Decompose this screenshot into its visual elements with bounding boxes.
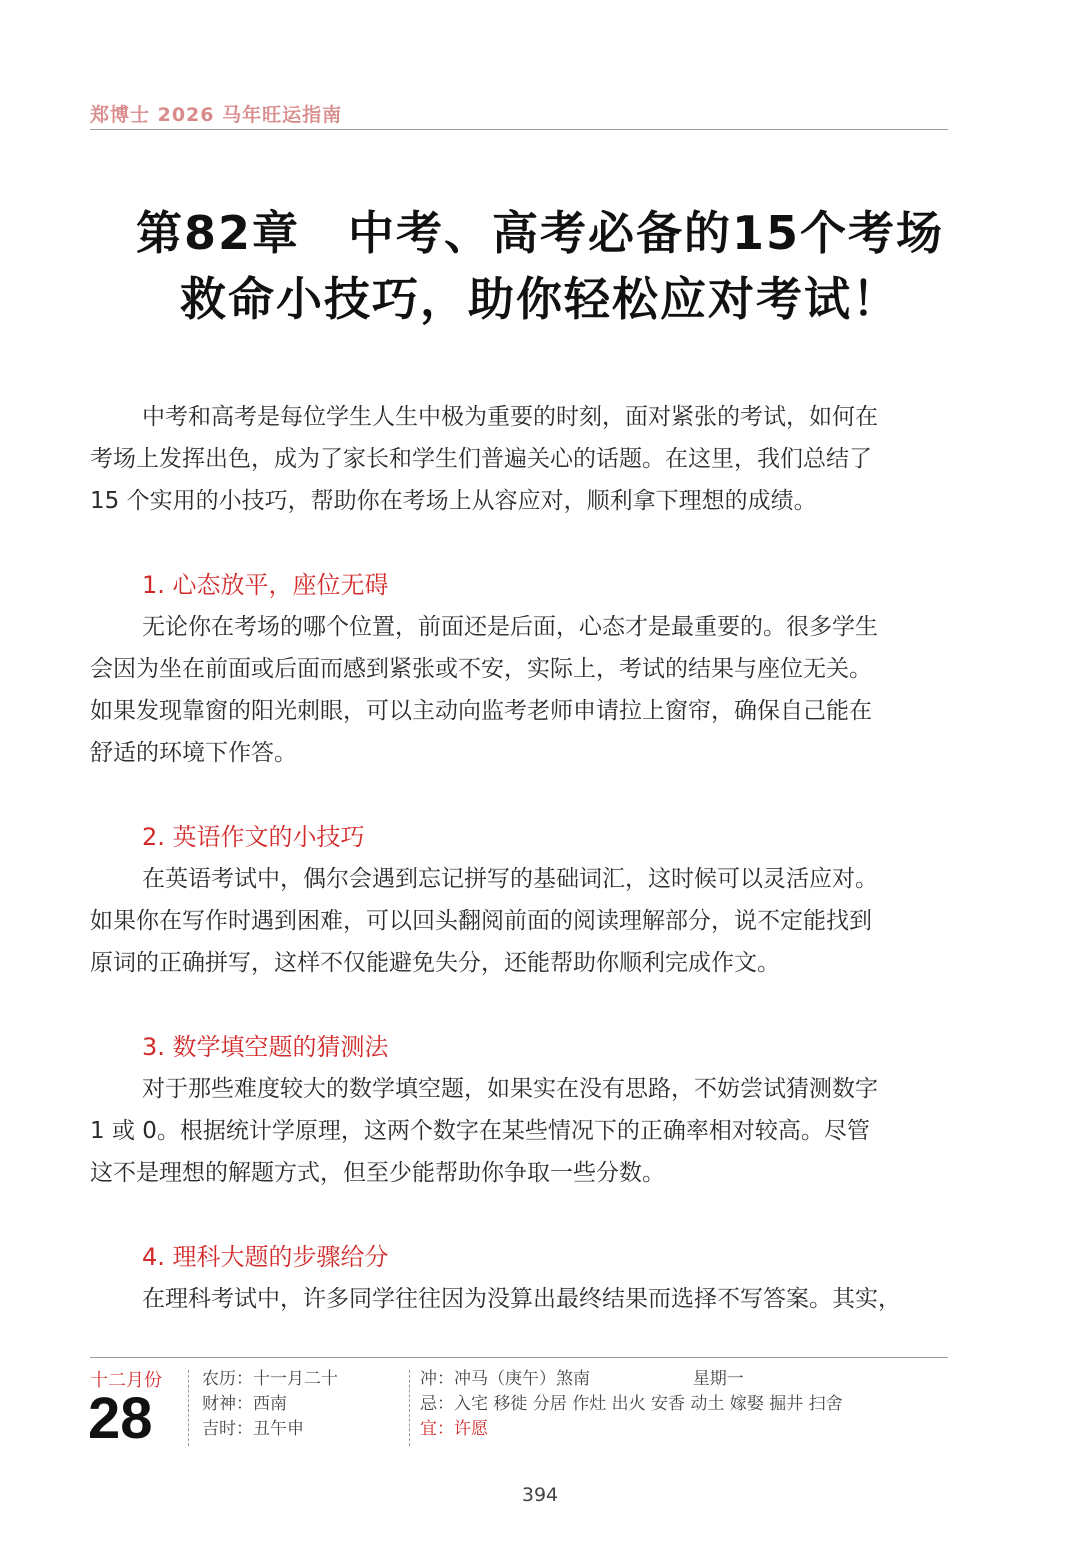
section-4	[90, 1236, 948, 1320]
footer-separator	[409, 1370, 410, 1446]
calendar-month: 十二月份	[90, 1370, 162, 1391]
suitable-activities: 宜：许愿	[420, 1419, 488, 1439]
section-line: 会因为坐在前面或后面而感到紧张或不安，实际上，考试的结果与座位无关。	[90, 656, 872, 682]
section-2	[90, 816, 948, 984]
almanac-column-2	[420, 1367, 843, 1442]
intro-line: 中考和高考是每位学生人生中极为重要的时刻，面对紧张的考试，如何在	[142, 404, 878, 430]
section-line: 无论你在考场的哪个位置，前面还是后面，心态才是最重要的。很多学生	[142, 614, 878, 640]
section-heading: 4. 理科大题的步骤给分	[142, 1243, 389, 1271]
body-content	[90, 396, 948, 1320]
avoid-activities: 忌：入宅 移徙 分居 作灶 出火 安香 动土 嫁娶 掘井 扫舍	[420, 1394, 843, 1414]
clash-row	[420, 1367, 843, 1392]
calendar-day: 28	[88, 1386, 153, 1451]
section-line: 1 或 0。根据统计学原理，这两个数字在某些情况下的正确率相对较高。尽管	[90, 1118, 870, 1144]
chapter-title-line-2: 救命小技巧，助你轻松应对考试！	[180, 272, 900, 326]
intro-paragraph	[90, 396, 948, 522]
almanac-column-1	[202, 1367, 338, 1442]
section-line: 如果你在写作时遇到困难，可以回头翻阅前面的阅读理解部分，说不定能找到	[90, 908, 872, 934]
footer-separator	[188, 1370, 189, 1446]
section-heading: 2. 英语作文的小技巧	[142, 823, 365, 851]
intro-line: 考场上发挥出色，成为了家长和学生们普遍关心的话题。在这里，我们总结了	[90, 446, 872, 472]
weekday: 星期一	[692, 1369, 744, 1389]
section-line: 对于那些难度较大的数学填空题，如果实在没有思路，不妨尝试猜测数字	[142, 1076, 878, 1102]
section-line: 原词的正确拼写，这样不仅能避免失分，还能帮助你顺利完成作文。	[90, 950, 780, 976]
page-number: 394	[521, 1484, 559, 1506]
section-line: 如果发现靠窗的阳光刺眼，可以主动向监考老师申请拉上窗帘，确保自己能在	[90, 698, 872, 724]
section-line: 在英语考试中，偶尔会遇到忘记拼写的基础词汇，这时候可以灵活应对。	[142, 866, 878, 892]
section-line: 这不是理想的解题方式，但至少能帮助你争取一些分数。	[90, 1160, 665, 1186]
lucky-hours: 吉时：丑午申	[202, 1419, 304, 1439]
footer-divider	[90, 1357, 948, 1358]
running-header: 郑博士 2026 马年旺运指南	[90, 104, 343, 126]
lunar-date: 农历：十一月二十	[202, 1369, 338, 1389]
header-divider	[90, 129, 948, 130]
section-line: 舒适的环境下作答。	[90, 740, 297, 766]
wealth-god-direction: 财神：西南	[202, 1394, 287, 1414]
chapter-title-line-1: 第82章 中考、高考必备的15个考场	[135, 206, 945, 260]
chapter-title	[60, 200, 1020, 332]
clash-info: 冲：冲马（庚午）煞南	[420, 1369, 590, 1389]
section-heading: 1. 心态放平，座位无碍	[142, 571, 389, 599]
intro-line: 15 个实用的小技巧，帮助你在考场上从容应对，顺利拿下理想的成绩。	[90, 488, 817, 514]
section-heading: 3. 数学填空题的猜测法	[142, 1033, 389, 1061]
section-3	[90, 1026, 948, 1194]
section-1	[90, 564, 948, 774]
section-line: 在理科考试中，许多同学往往因为没算出最终结果而选择不写答案。其实，	[142, 1286, 901, 1312]
